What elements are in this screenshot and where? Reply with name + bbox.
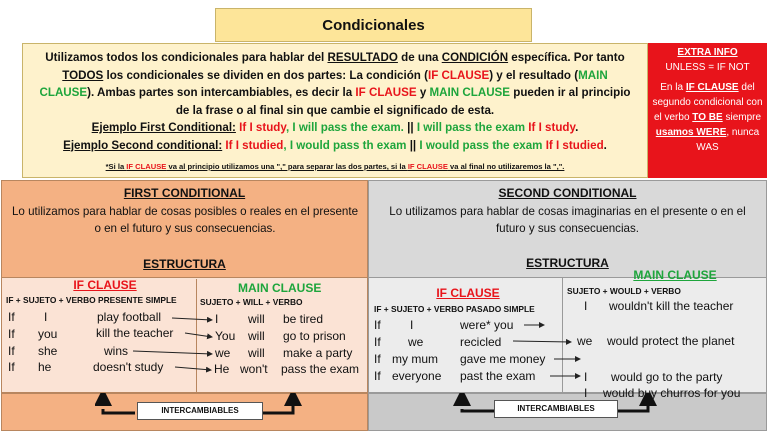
example-main: I would pass the exam [419, 138, 543, 152]
example-if: If I study [525, 121, 576, 134]
row-if: If [8, 344, 15, 358]
row-will: will [248, 329, 265, 343]
example-main: , I would pass th exam [283, 138, 407, 152]
row-verb: doesn't study [93, 360, 164, 374]
extra-info-box [648, 43, 767, 178]
intro-text: específica. Por tanto [508, 51, 625, 64]
row-verb: gave me money [460, 352, 546, 366]
row-main-verb: make a party [283, 346, 353, 360]
row-subject: we [408, 335, 424, 349]
first-if-clause-heading: IF CLAUSE [73, 278, 137, 292]
footnote-text: va al principio utilizamos una "," para separar las dos partes, si la [166, 162, 408, 171]
intro-todos: TODOS [62, 68, 104, 82]
intro-text: pueden ir al principio [510, 86, 631, 99]
example-dot: . [603, 138, 607, 152]
page-title: Condicionales [215, 8, 532, 42]
arrow-icon [513, 341, 571, 342]
row-subject: my mum [392, 352, 438, 366]
intro-text: ) y el resultado ( [489, 68, 579, 82]
row-will: will [248, 312, 265, 326]
extra-info-text [648, 80, 767, 155]
row-main-verb: be tired [283, 312, 324, 326]
intro-text: ). Ambas partes son intercambiables, es decir la [87, 86, 356, 99]
intro-line-2 [31, 67, 639, 85]
first-arrows [0, 300, 370, 380]
extra-info-title: EXTRA INFO [677, 47, 738, 58]
row-subject: I [44, 310, 48, 324]
row-main-subject: I [584, 386, 588, 400]
first-conditional-desc: Lo utilizamos para hablar de cosas posibles o reales en el presente o en el futuro y sus consecuencias. [11, 205, 359, 235]
row-main-subject: I [584, 370, 588, 384]
row-main-subject: we [215, 346, 231, 360]
row-if: If [374, 335, 381, 349]
row-will: won't [240, 362, 268, 376]
example-dot: . [575, 121, 579, 134]
row-main-subject: I [584, 299, 588, 313]
intro-main-clause: MAIN CLAUSE [429, 86, 511, 99]
example-if: If I studied [222, 138, 284, 152]
row-subject: you [38, 327, 58, 341]
footnote [31, 158, 639, 176]
swap-arrow-icon [616, 406, 648, 411]
intro-text: Utilizamos todos los condicionales para hablar del [45, 51, 328, 64]
swap-arrow-icon [103, 409, 135, 413]
footnote-text: va al final no utilizaremos la ",". [447, 162, 565, 171]
row-main-verb: go to prison [283, 329, 346, 343]
row-if: If [374, 369, 381, 383]
row-main-subject: He [214, 362, 230, 376]
row-main-subject: I [215, 312, 219, 326]
example-first-label: Ejemplo First Conditional: [91, 121, 236, 134]
row-main-verb: pass the exam [281, 362, 360, 376]
row-subject: everyone [392, 369, 442, 383]
row-main-text: would protect the planet [607, 334, 735, 348]
intro-text: y [416, 86, 430, 99]
extra-to-be: TO BE [692, 112, 723, 123]
intro-main: MAIN [578, 68, 608, 82]
extra-text: del segundo condicional con el verbo [652, 82, 763, 123]
swap-arrow-icon [462, 409, 494, 411]
footnote-if: IF CLAUSE [126, 162, 167, 171]
intro-condicion: CONDICIÓN [441, 51, 509, 64]
arrow-icon [133, 351, 212, 354]
example-second-label: Ejemplo Second conditional: [63, 138, 223, 152]
first-intercambiables-label: INTERCAMBIABLES [137, 402, 263, 420]
example-if: If I studied [542, 138, 604, 152]
first-main-clause-heading: MAIN CLAUSE [238, 281, 322, 295]
second-if-formula: IF + SUJETO + VERBO PASADO SIMPLE [374, 304, 535, 314]
second-arrows [368, 310, 588, 400]
row-main-subject: You [215, 329, 236, 343]
intro-line-3 [31, 84, 639, 102]
row-subject: I [410, 318, 414, 332]
extra-if-clause: IF CLAUSE [685, 82, 739, 93]
first-conditional-heading: FIRST CONDITIONAL [123, 186, 246, 200]
example-sep: || [403, 121, 417, 134]
row-verb: play football [97, 310, 162, 324]
example-second [31, 137, 639, 155]
row-will: will [248, 346, 265, 360]
row-main-text: would go to the party [611, 370, 723, 384]
arrow-icon [172, 318, 212, 320]
arrow-icon [185, 333, 212, 337]
row-subject: he [38, 360, 52, 374]
row-main-text: would buy churros for you [603, 386, 741, 400]
intro-clause: CLAUSE [39, 86, 88, 99]
extra-text: , nunca WAS [696, 127, 760, 153]
intro-if-clause: IF CLAUSE [427, 68, 490, 82]
second-conditional-desc: Lo utilizamos para hablar de cosas imaginarias en el presente o en el futuro y sus consecuencias. [389, 205, 746, 235]
intro-box [22, 43, 648, 178]
row-main-text: wouldn't kill the teacher [609, 299, 734, 313]
row-verb: past the exam [460, 369, 536, 383]
second-if-clause-heading: IF CLAUSE [436, 286, 500, 300]
first-if-formula: IF + SUJETO + VERBO PRESENTE SIMPLE [6, 295, 177, 305]
footnote-text: *Si la [105, 162, 127, 171]
intro-text: de una [397, 51, 442, 64]
extra-text: En la [660, 82, 686, 93]
intro-line-4: de la frase o al final sin que cambie el significado de esta. [175, 103, 495, 117]
row-if: If [8, 360, 15, 374]
arrow-icon [175, 367, 211, 370]
intro-text: los condicionales se dividen en dos partes: La condición ( [103, 68, 428, 82]
second-main-clause-heading: MAIN CLAUSE [633, 268, 717, 282]
row-if: If [8, 327, 15, 341]
row-verb: kill the teacher [96, 326, 174, 340]
extra-usamos-were: usamos WERE [655, 127, 727, 138]
extra-info-rule: UNLESS = IF NOT [665, 62, 750, 73]
example-first [31, 119, 639, 137]
row-if: If [8, 310, 15, 324]
footnote-if: IF CLAUSE [407, 162, 448, 171]
row-verb: wins [104, 344, 129, 358]
second-estructura: ESTRUCTURA [526, 256, 609, 270]
example-main: I will pass the exam [416, 121, 526, 134]
row-subject: she [38, 344, 58, 358]
intro-line-1 [31, 49, 639, 67]
first-estructura: ESTRUCTURA [143, 257, 226, 271]
example-if: If I study [235, 121, 286, 134]
example-sep: || [406, 138, 420, 152]
row-if: If [374, 352, 381, 366]
intro-if-clause: IF CLAUSE [355, 86, 417, 99]
extra-text: siempre [722, 112, 762, 123]
example-main: , I will pass the exam. [285, 121, 404, 134]
second-conditional-heading: SECOND CONDITIONAL [498, 186, 637, 200]
second-main-formula: SUJETO + WOULD + VERBO [567, 286, 681, 296]
row-main-subject: we [577, 334, 593, 348]
swap-arrow-icon [260, 406, 293, 413]
row-if: If [374, 318, 381, 332]
first-main-formula: SUJETO + WILL + VERBO [200, 297, 303, 307]
second-intercambiables-label: INTERCAMBIABLES [494, 400, 618, 418]
intro-resultado: RESULTADO [327, 51, 398, 64]
row-verb: were* you [460, 318, 514, 332]
row-verb: recicled [460, 335, 502, 349]
